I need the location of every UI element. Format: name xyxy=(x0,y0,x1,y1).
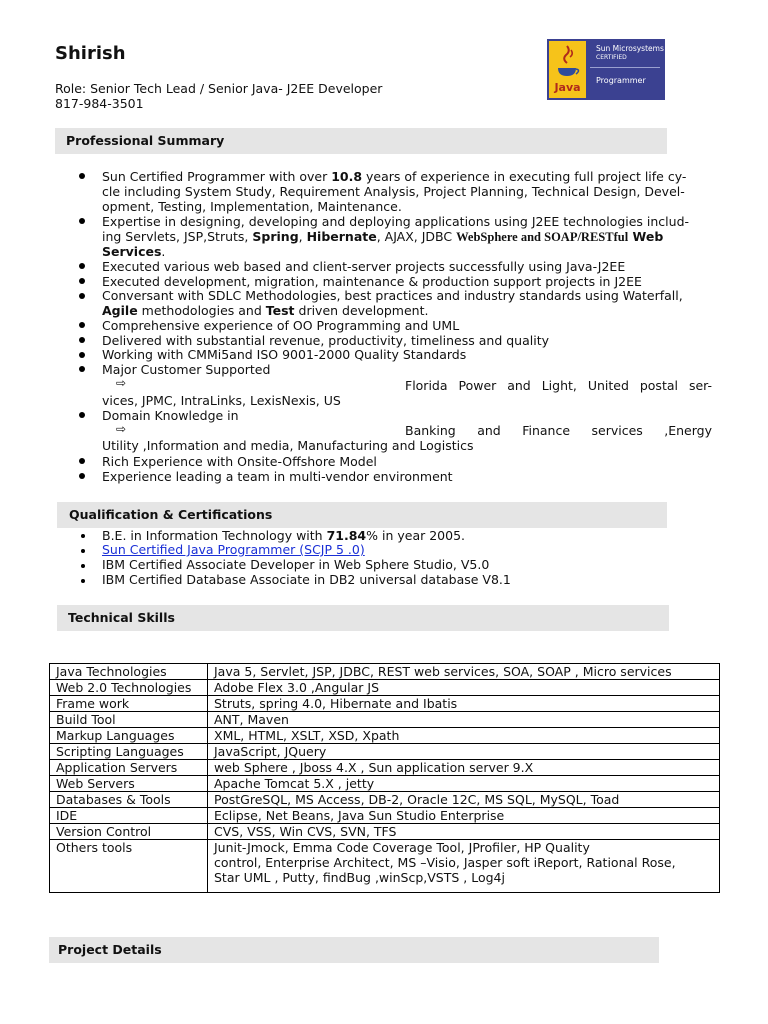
table-row: Databases & Tools PostGreSQL, MS Access, DB-2, Oracle 12C, MS SQL, MySQL, Toad xyxy=(50,792,720,808)
candidate-phone: 817-984-3501 xyxy=(55,96,144,111)
table-row: Web Servers Apache Tomcat 5.X , jetty xyxy=(50,776,720,792)
list-item: Working with CMMi5and ISO 9001-2000 Quality Standards xyxy=(102,347,467,362)
sun-certified-java-logo: Java Sun Microsystems CERTIFIED Programmer xyxy=(547,39,665,100)
list-item: Domain Knowledge in xyxy=(102,408,239,423)
section-project-details: Project Details xyxy=(49,937,659,963)
list-item: Comprehensive experience of OO Programming and UML xyxy=(102,318,460,333)
list-item: Major Customer Supported xyxy=(102,362,271,377)
java-cup-icon: Java xyxy=(549,41,586,98)
table-row: Markup Languages XML, HTML, XSLT, XSD, Xpath xyxy=(50,728,720,744)
technical-skills-table xyxy=(49,663,720,893)
list-item: IBM Certified Associate Developer in Web Sphere Studio, V5.0 xyxy=(102,557,490,572)
arrow-icon: ⇨ xyxy=(116,376,127,390)
list-item: Expertise in designing, developing and deploying applications using J2EE technologies includ- xyxy=(102,214,690,229)
list-item: Executed development, migration, maintenance & production support projects in J2EE xyxy=(102,274,642,289)
table-row: Scripting Languages JavaScript, JQuery xyxy=(50,744,720,760)
scjp-certification-link[interactable]: Sun Certified Java Programmer (SCJP 5 .0) xyxy=(102,542,365,557)
table-row: Application Servers web Sphere , Jboss 4.X , Sun application server 9.X xyxy=(50,760,720,776)
arrow-icon: ⇨ xyxy=(116,422,127,436)
table-row: Version Control CVS, VSS, Win CVS, SVN, TFS xyxy=(50,824,720,840)
list-item: Delivered with substantial revenue, productivity, timeliness and quality xyxy=(102,333,549,348)
candidate-name: Shirish xyxy=(55,43,126,64)
list-item: IBM Certified Database Associate in DB2 universal database V8.1 xyxy=(102,572,511,587)
table-row: Java Technologies Java 5, Servlet, JSP, JDBC, REST web services, SOA, SOAP , Micro services xyxy=(50,664,720,680)
list-item: Experience leading a team in multi-vendor environment xyxy=(102,469,453,484)
table-row: IDE Eclipse, Net Beans, Java Sun Studio Enterprise xyxy=(50,808,720,824)
list-item: Sun Certified Programmer with over 10.8 years of experience in executing full project life cy- xyxy=(102,169,687,184)
table-row: Frame work Struts, spring 4.0, Hibernate and Ibatis xyxy=(50,696,720,712)
list-item: Conversant with SDLC Methodologies, best practices and industry standards using Waterfall, xyxy=(102,288,683,303)
list-item: Executed various web based and client-server projects successfully using Java-J2EE xyxy=(102,259,626,274)
candidate-role: Role: Senior Tech Lead / Senior Java- J2EE Developer xyxy=(55,81,383,96)
list-item: B.E. in Information Technology with 71.84% in year 2005. xyxy=(102,528,466,543)
section-qualification: Qualification & Certifications xyxy=(57,502,667,528)
table-row: Others tools Junit-Jmock, Emma Code Coverage Tool, JProfiler, HP Quality control, Enterprise Architect, MS –Visio, Jasper soft iReport, Rational Rose, Star UML , Putty, findBug ,winScp,VSTS , Log4j xyxy=(50,840,720,893)
table-row: Web 2.0 Technologies Adobe Flex 3.0 ,Angular JS xyxy=(50,680,720,696)
section-technical-skills: Technical Skills xyxy=(57,605,669,631)
section-professional-summary: Professional Summary xyxy=(55,128,667,154)
list-item: Rich Experience with Onsite-Offshore Model xyxy=(102,454,377,469)
table-row: Build Tool ANT, Maven xyxy=(50,712,720,728)
